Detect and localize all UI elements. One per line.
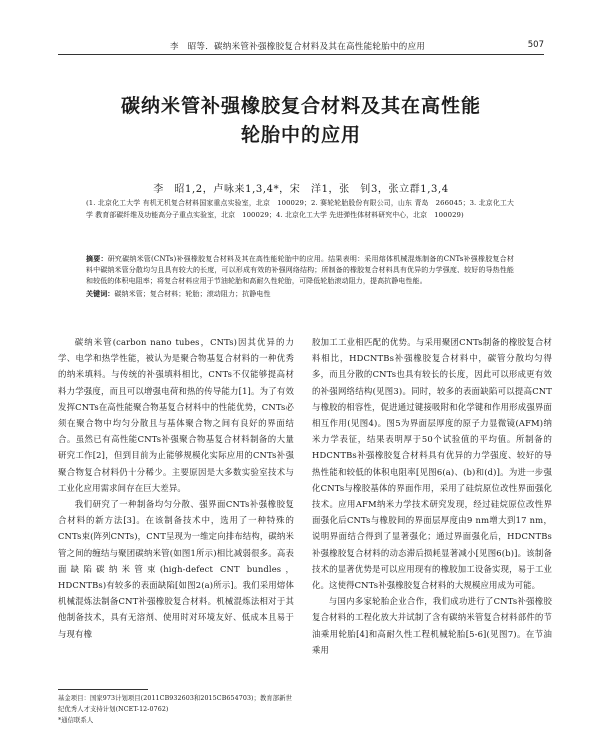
- corresponding-author-note: *通信联系人: [58, 717, 94, 724]
- title-line-2: 轮胎中的应用: [240, 124, 361, 146]
- body-column-right: [312, 334, 552, 658]
- running-header: [58, 38, 544, 55]
- abstract-block: [86, 253, 514, 300]
- footnote: [58, 693, 294, 726]
- title-line-1: 碳纳米管补强橡胶复合材料及其在高性能: [120, 95, 481, 117]
- funding-note: 基金项目：国家973计划项目(2011CB932603和2015CB654703)；教育部新世纪优秀人才支持计划(NCET-12-0762): [58, 695, 292, 713]
- abstract-text: 研究碳纳米管(CNTs)补强橡胶复合材料及其在高性能轮胎中的应用。结果表明：采用熔体机械混炼制备的CNTs补强橡胶复合材料中碳纳米管分散均匀且具有较大的长度，可以形成有效的补强网络结构；所制备的橡胶复合材料具有优异的力学强度、较好的导热性能和较低的体积电阻率；将复合材料应用于节油轮胎和高耐久性轮胎，可降低轮胎滚动阻力，提高抗静电性能。: [86, 255, 514, 285]
- footnote-divider: [58, 689, 148, 690]
- keywords-label: 关键词：: [86, 289, 115, 298]
- abstract-label: 摘要：: [86, 254, 108, 263]
- keywords: [86, 288, 514, 300]
- body-paragraph: 与国内多家轮胎企业合作，我们成功进行了CNTs补强橡胶复合材料的工程化放大并试制了含有碳纳米管复合材料部件的节油乘用轮胎[4]和高耐久性工程机械轮胎[5-6](见图7)。在节油乘用: [312, 596, 552, 655]
- keywords-text: 碳纳米管；复合材料；轮胎；滚动阻力；抗静电性: [114, 290, 271, 298]
- body-paragraph: 碳纳米管(carbon nano tubes，CNTs)因其优异的力学、电学和热学性能，被认为是聚合物基复合材料的一种优秀的纳米填料。与传统的补强填料相比，CNTs不仅能够提高材料力学强度，而且可以增强电荷和热的传导能力[1]。为了有效发挥CNTs在高性能聚合物基复合材料中的性能优势，CNTs必须在聚合物中均匀分散且与基体聚合物之间有良好的界面结合。虽然已有高性能CNTs补强聚合物基复合材料制备的大量研究工作[2]，但到目前为止能够规模化实际应用的CNTs补强聚合物复合材料仍十分稀少。主要原因是大多数实验室技术与工业化应用需求间存在巨大差异。: [58, 337, 294, 493]
- author-list: 李 昭1,2，卢咏来1,3,4*，宋 洋1，张 钊3，张立群1,3,4: [153, 184, 449, 195]
- article-title: [58, 92, 544, 150]
- running-title: 李 昭等．碳纳米管补强橡胶复合材料及其在高性能轮胎中的应用: [170, 42, 426, 52]
- body-column-left: [58, 334, 294, 642]
- affiliation: (1. 北京化工大学 有机无机复合材料国家重点实验室，北京 100029；2. 赛轮轮胎股份有限公司，山东 青岛 266045；3. 北京化工大学 教育部碳纤维及功能高分子重点实验室，北京 100029；4. 北京化工大学 先进弹性体材料研究中心，北京 100029): [86, 199, 514, 219]
- page-number: 507: [527, 40, 544, 50]
- body-paragraph: 胶加工工业相匹配的优势。与采用聚团CNTs制备的橡胶复合材料相比，HDCNTBs补强橡胶复合材料中，碳管分散均匀得多，而且分散的CNTs也具有较长的长度，因此可以形成更有效的补强网络结构(见图3)。同时，较多的表面缺陷可以提高CNT与橡胶的相容性，促进通过键接吸附和化学键和作用形成强界面相互作用(见图4)。图5为界面层厚度的原子力显微镜(AFM)纳米力学表征，结果表明厚于50个试验值的平均值。所制备的HDCNTBs补强橡胶复合材料具有优异的力学强度、较好的导热性能和较低的体积电阻率[见图6(a)、(b)和(d)]。为进一步强化CNTs与橡胶基体的界面作用，采用了硅烷原位改性界面强化技术。应用AFM纳米力学技术研究发现，经过硅烷原位改性界面强化后CNTs与橡胶间的界面层厚度由9 nm增大到17 nm，说明界面结合得到了显著强化；通过界面强化后，HDCNTBs补强橡胶复合材料的动态滞后损耗显著减小[见图6(b)]。该制备技术的显著优势是可以应用现有的橡胶加工设备实现，易于工业化。这使得CNTs补强橡胶复合材料的大规模应用成为可能。: [312, 337, 552, 591]
- abstract: [86, 253, 514, 287]
- body-paragraph: 我们研究了一种制备均匀分散、强界面CNTs补强橡胶复合材料的新方法[3]。在该制备技术中，选用了一种特殊的CNTs束(阵列CNTs)，CNT呈现为一维定向排布结构，碳纳米管之间的缠结与聚团碳纳米管(如图1所示)相比减弱很多。高表面缺陷碳纳米管束(high-defect CNT bundles，HDCNTBs)有较多的表面缺陷[如图2(a)所示]。我们采用熔体机械混炼法制备CNT补强橡胶复合材料。机械混炼法相对于其他制备技术，具有无溶剂、使用时对环境友好、低成本且易于与现有橡: [58, 499, 294, 639]
